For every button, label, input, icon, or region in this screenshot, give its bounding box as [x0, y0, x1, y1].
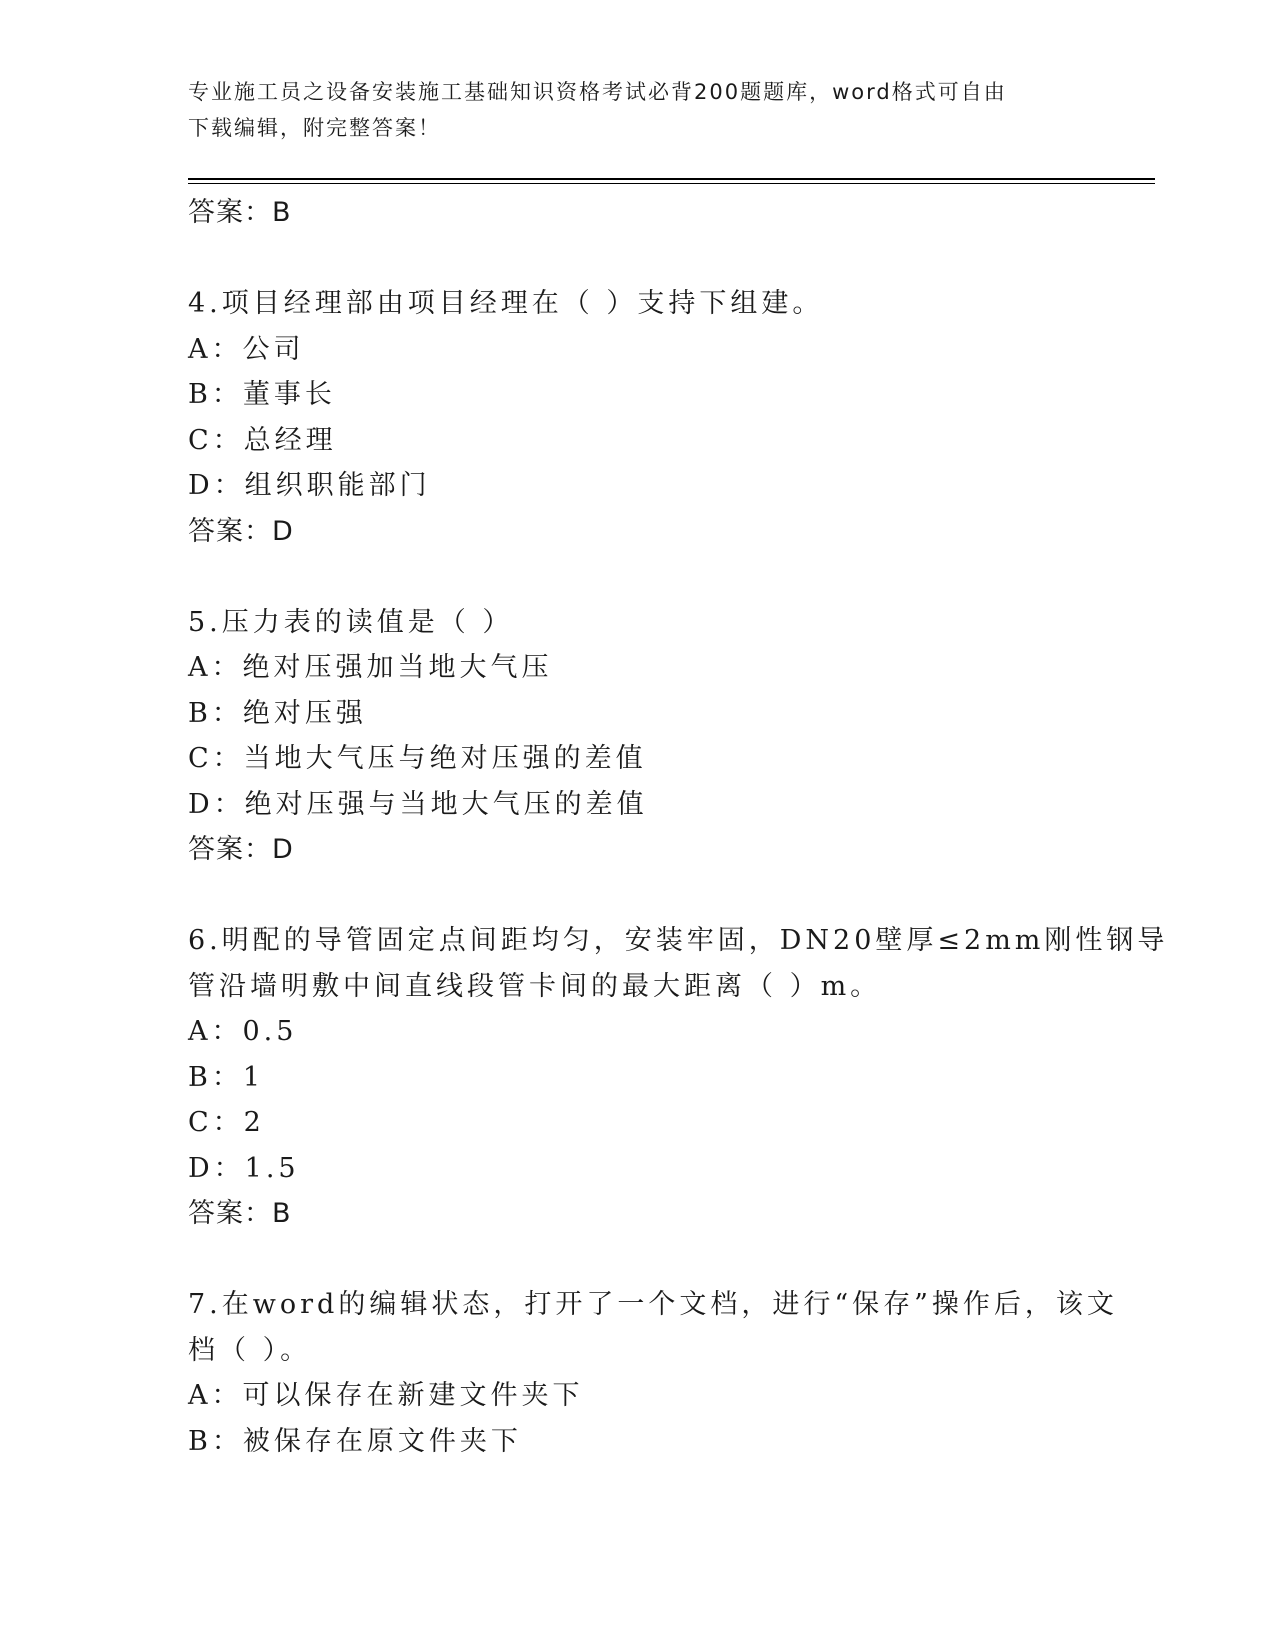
option-b: B：绝对压强 [188, 697, 367, 729]
question-4 [188, 281, 1088, 555]
option-d: D：1.5 [188, 1152, 300, 1184]
question-stem: 5.压力表的读值是（ ） [188, 606, 514, 638]
question-stem-line-1: 7.在word的编辑状态，打开了一个文档，进行“保存”操作后，该文 [188, 1289, 1118, 1320]
option-c: C：总经理 [188, 424, 337, 456]
option-a: A：可以保存在新建文件夹下 [188, 1380, 584, 1411]
option-a: A：绝对压强加当地大气压 [188, 652, 553, 683]
question-stem-line-1: 6.明配的导管固定点间距均匀，安装牢固，DN20壁厚≤2mm刚性钢导 [188, 925, 1169, 956]
header-line-1: 专业施工员之设备安装施工基础知识资格考试必背200题题库，word格式可自由 [188, 80, 1007, 104]
question-6 [188, 918, 1169, 1237]
option-d: D：组织职能部门 [188, 470, 431, 501]
answer-q6: 答案：B [188, 1198, 292, 1229]
question-stem-line-2: 管沿墙明敷中间直线段管卡间的最大距离（ ）m。 [188, 970, 882, 1002]
option-c: C：当地大气压与绝对压强的差值 [188, 743, 647, 774]
header-rule-thick [188, 178, 1155, 180]
option-b: B：董事长 [188, 379, 336, 410]
header-rule-thin [188, 183, 1155, 184]
option-a: A：0.5 [188, 1016, 298, 1047]
question-5 [188, 600, 1088, 874]
option-c: C：2 [188, 1107, 265, 1138]
document-header [188, 74, 1068, 146]
option-b: B：1 [188, 1061, 265, 1093]
answer-q4: 答案：D [188, 515, 294, 547]
option-b: B：被保存在原文件夹下 [188, 1425, 522, 1457]
answer-q5: 答案：D [188, 834, 294, 865]
option-a: A：公司 [188, 333, 305, 365]
option-d: D：绝对压强与当地大气压的差值 [188, 788, 648, 820]
document-body [188, 190, 1169, 1464]
answer-q3: 答案：B [188, 197, 292, 228]
question-7 [188, 1282, 1118, 1464]
question-stem: 4.项目经理部由项目经理在（ ）支持下组建。 [188, 288, 824, 319]
question-stem-line-2: 档（ ）。 [188, 1334, 312, 1366]
header-line-2: 下载编辑，附完整答案！ [188, 116, 441, 140]
